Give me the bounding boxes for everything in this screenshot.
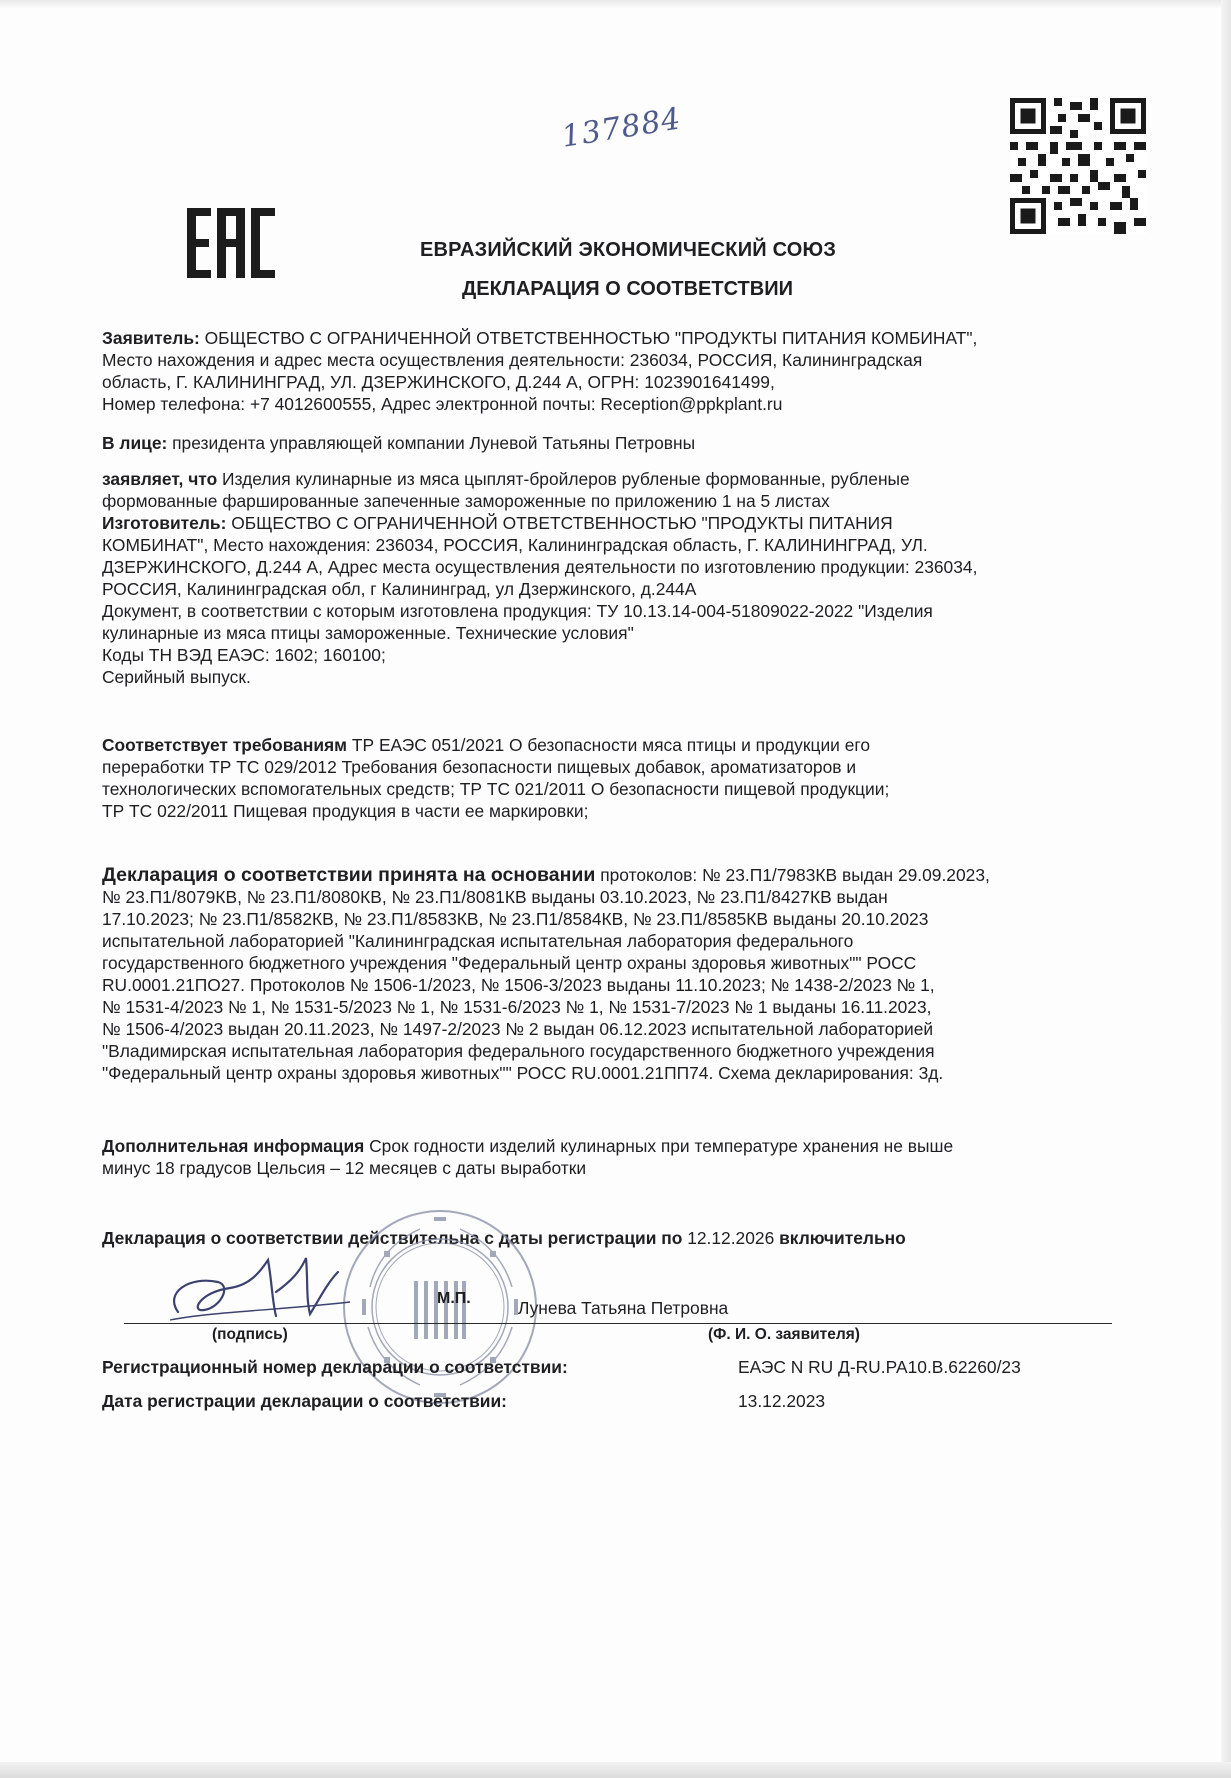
name-caption: (Ф. И. О. заявителя) — [708, 1326, 860, 1343]
production-document-line-1: Документ, в соответствии с которым изготовлена продукция: ТУ 10.13.14-004-51809022-2022 "Изделия — [102, 601, 933, 621]
additional-info-line-1: Срок годности изделий кулинарных при температуре хранения не выше — [364, 1136, 954, 1156]
customs-codes: Коды ТН ВЭД ЕАЭС: 1602; 160100; — [102, 645, 386, 665]
scan-edge-bottom — [0, 1762, 1231, 1778]
basis-line-7: № 1531-4/2023 № 1, № 1531-5/2023 № 1, № 1531-6/2023 № 1, № 1531-7/2023 № 1 выданы 16.11.2023, — [102, 997, 932, 1017]
manufacturer-line-1: ОБЩЕСТВО С ОГРАНИЧЕННОЙ ОТВЕТСТВЕННОСТЬЮ "ПРОДУКТЫ ПИТАНИЯ — [226, 513, 893, 533]
registration-date-value: 13.12.2023 — [738, 1391, 826, 1411]
document-title: ДЕКЛАРАЦИЯ О СООТВЕТСТВИИ — [462, 278, 793, 300]
conformity-line-1: ТР ЕАЭС 051/2021 О безопасности мяса птицы и продукции его — [347, 735, 871, 755]
applicant-section — [102, 327, 1142, 415]
signer-name: Лунева Татьяна Петровна — [518, 1298, 729, 1318]
qr-code — [1010, 98, 1146, 234]
person-section — [102, 432, 1142, 454]
union-title: ЕВРАЗИЙСКИЙ ЭКОНОМИЧЕСКИЙ СОЮЗ — [420, 239, 837, 261]
declares-label: заявляет, что — [102, 469, 218, 489]
conformity-line-3: технологических вспомогательных средств; ТР ТС 021/2011 О безопасности пищевой продукции; — [102, 779, 890, 799]
person-label: В лице: — [102, 433, 168, 453]
person-text: президента управляющей компании Луневой Татьяны Петровны — [167, 433, 696, 453]
scan-edge-top — [0, 0, 1231, 8]
validity-date: 12.12.2026 — [682, 1228, 775, 1248]
registration-number-value: ЕАЭС N RU Д-RU.РА10.В.62260/23 — [738, 1357, 1021, 1377]
scan-edge-right — [1221, 0, 1231, 1778]
applicant-label: Заявитель: — [102, 328, 200, 348]
basis-line-6: RU.0001.21ПО27. Протоколов № 1506-1/2023, № 1506-3/2023 выданы 11.10.2023; № 1438-2/2023 № 1, — [102, 975, 935, 995]
basis-line-2: № 23.П1/8079КВ, № 23.П1/8080КВ, № 23.П1/8081КВ выданы 03.10.2023, № 23.П1/8427КВ выдан — [102, 887, 888, 907]
validity-section — [102, 1227, 1142, 1249]
basis-line-4: испытательной лабораторией "Калининградская испытательная лаборатория федерального — [102, 931, 854, 951]
applicant-signature — [160, 1252, 360, 1332]
basis-line-1: протоколов: № 23.П1/7983КВ выдан 29.09.2023, — [595, 865, 990, 885]
additional-info-section — [102, 1135, 1142, 1179]
registration-number-label: Регистрационный номер декларации о соответствии: — [102, 1357, 568, 1377]
basis-line-5: государственного бюджетного учреждения "Федеральный центр охраны здоровья животных"" РОСС — [102, 953, 917, 973]
registration-date-label: Дата регистрации декларации о соответствии: — [102, 1391, 507, 1411]
applicant-address-line-1: Место нахождения и адрес места осуществления деятельности: 236034, РОССИЯ, Калининградская — [102, 350, 923, 370]
declares-line-2: формованные фаршированные запеченные замороженные по приложению 1 на 5 листах — [102, 491, 830, 511]
additional-info-line-2: минус 18 градусов Цельсия – 12 месяцев с даты выработки — [102, 1158, 587, 1178]
basis-line-10: "Федеральный центр охраны здоровья животных"" РОСС RU.0001.21ПП74. Схема декларирования: 3д. — [102, 1063, 944, 1083]
conformity-label: Соответствует требованиям — [102, 735, 348, 755]
basis-line-8: № 1506-4/2023 выдан 20.11.2023, № 1497-2/2023 № 2 выдан 06.12.2023 испытательной лабораторией — [102, 1019, 934, 1039]
applicant-contacts: Номер телефона: +7 4012600555, Адрес электронной почты: Reception@ppkplant.ru — [102, 394, 783, 414]
basis-section — [102, 864, 1142, 1084]
handwritten-registry-number: 137884 — [559, 101, 684, 155]
stamp-label: М.П. — [437, 1290, 471, 1307]
manufacturer-line-3: ДЗЕРЖИНСКОГО, Д.244 А, Адрес места осуществления деятельности по изготовлению продукции: 236034, — [102, 557, 978, 577]
declares-section — [102, 468, 1142, 688]
manufacturer-label: Изготовитель: — [102, 513, 227, 533]
additional-info-label: Дополнительная информация — [102, 1136, 365, 1156]
validity-label: Декларация о соответствии действительна с даты регистрации по — [102, 1228, 683, 1248]
manufacturer-line-4: РОССИЯ, Калининградская обл, г Калининград, ул Дзержинского, д.244А — [102, 579, 697, 599]
production-document-line-2: кулинарные из мяса птицы замороженные. Технические условия" — [102, 623, 634, 643]
basis-label: Декларация о соответствии принята на основании — [102, 864, 596, 886]
basis-line-9: "Владимирская испытательная лаборатория федерального государственного бюджетного учреждения — [102, 1041, 935, 1061]
validity-suffix: включительно — [774, 1228, 906, 1248]
manufacturer-line-2: КОМБИНАТ", Место нахождения: 236034, РОССИЯ, Калининградская область, Г. КАЛИНИНГРАД, УЛ. — [102, 535, 928, 555]
declares-line-1: Изделия кулинарные из мяса цыплят-бройлеров рубленые формованные, рубленые — [217, 469, 910, 489]
conformity-section — [102, 734, 1142, 822]
conformity-line-4: ТР ТС 022/2011 Пищевая продукция в части ее маркировки; — [102, 801, 589, 821]
signature-line — [124, 1323, 1112, 1324]
applicant-address-line-2: область, Г. КАЛИНИНГРАД, УЛ. ДЗЕРЖИНСКОГО, Д.244 А, ОГРН: 1023901641499, — [102, 372, 775, 392]
signature-caption: (подпись) — [212, 1326, 288, 1343]
conformity-line-2: переработки ТР ТС 029/2012 Требования безопасности пищевых добавок, ароматизаторов и — [102, 757, 857, 777]
basis-line-3: 17.10.2023; № 23.П1/8582КВ, № 23.П1/8583КВ, № 23.П1/8584КВ, № 23.П1/8585КВ выданы 20.10.2023 — [102, 909, 929, 929]
serial-production: Серийный выпуск. — [102, 667, 251, 687]
eac-logo — [187, 208, 275, 278]
applicant-name: ОБЩЕСТВО С ОГРАНИЧЕННОЙ ОТВЕТСТВЕННОСТЬЮ "ПРОДУКТЫ ПИТАНИЯ КОМБИНАТ", — [199, 328, 978, 348]
